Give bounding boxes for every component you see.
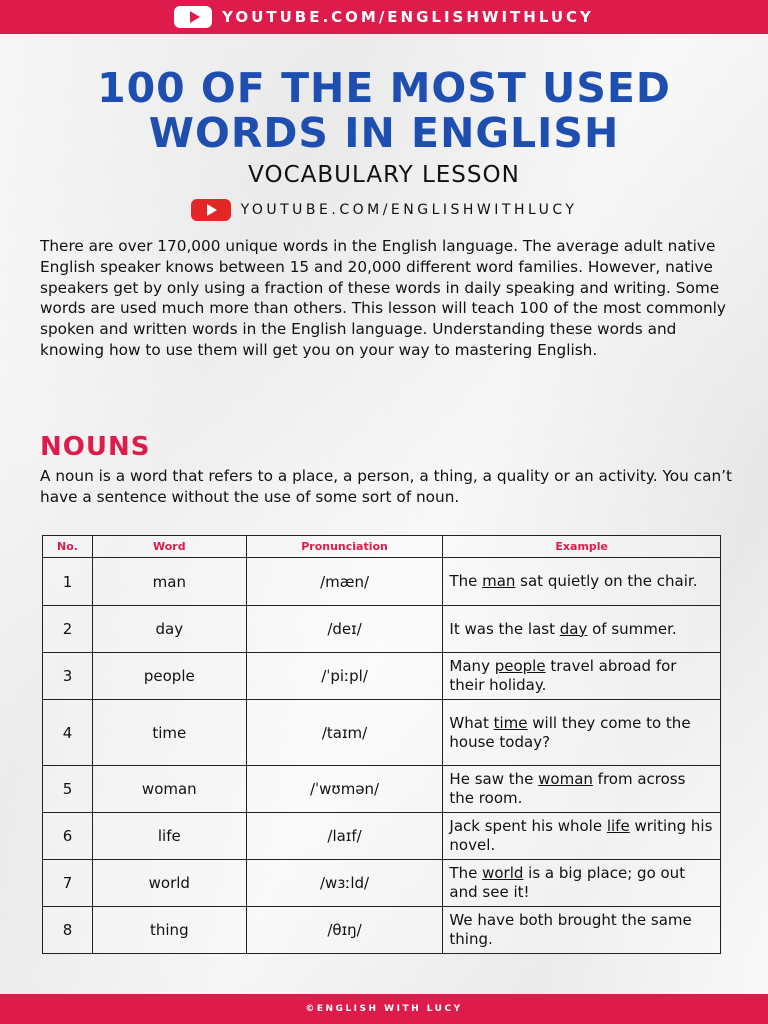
row-example: We have both brought the same thing. xyxy=(443,907,721,954)
table-row xyxy=(43,653,721,700)
subtitle: VOCABULARY LESSON xyxy=(248,162,520,188)
table-row xyxy=(43,813,721,860)
noun-definition: A noun is a word that refers to a place, a person, a thing, a quality or an activity. You can’t have a sentence without the use of some sort of noun. xyxy=(40,467,733,506)
row-pronunciation: /taɪm/ xyxy=(246,700,443,766)
row-pronunciation: /laɪf/ xyxy=(246,813,443,860)
header-no: No. xyxy=(43,536,93,558)
row-no: 5 xyxy=(43,766,93,813)
row-no: 2 xyxy=(43,606,93,653)
channel-link[interactable] xyxy=(0,199,768,221)
youtube-icon xyxy=(191,199,231,221)
row-no: 1 xyxy=(43,558,93,606)
row-word: people xyxy=(92,653,246,700)
row-pronunciation: /deɪ/ xyxy=(246,606,443,653)
row-pronunciation: /ˈwʊmən/ xyxy=(246,766,443,813)
row-example: What time will they come to the house today? xyxy=(443,700,721,766)
nouns-table xyxy=(42,535,721,954)
intro-paragraph: There are over 170,000 unique words in the English language. The average adult native English speaker knows between 15 and 20,000 different word families. However, native speakers get by only using a fraction of these words in daily speaking and writing. Some words are used much more than others. This lesson will teach 100 of the most commonly spoken and written words in the English language. Understanding these words and knowing how to use them will get you on your way to mastering English. xyxy=(40,237,726,359)
table-header-row xyxy=(43,536,721,558)
nouns-heading: NOUNS xyxy=(40,432,151,462)
row-word: day xyxy=(92,606,246,653)
row-example: He saw the woman from across the room. xyxy=(443,766,721,813)
footer-bar xyxy=(0,994,768,1024)
table-row xyxy=(43,766,721,813)
channel-url[interactable]: YOUTUBE.COM/ENGLISHWITHLUCY xyxy=(240,202,578,218)
row-no: 3 xyxy=(43,653,93,700)
title-line-1: 100 OF THE MOST USED xyxy=(97,64,671,112)
row-no: 6 xyxy=(43,813,93,860)
row-word: man xyxy=(92,558,246,606)
row-word: life xyxy=(92,813,246,860)
row-word: woman xyxy=(92,766,246,813)
row-example: The man sat quietly on the chair. xyxy=(443,558,721,606)
header-pronunciation: Pronunciation xyxy=(246,536,443,558)
table-row xyxy=(43,907,721,954)
table-row xyxy=(43,558,721,606)
youtube-icon xyxy=(174,6,212,28)
row-pronunciation: /ˈpiːpl/ xyxy=(246,653,443,700)
row-example: The world is a big place; go out and see it! xyxy=(443,860,721,907)
row-pronunciation: /θɪŋ/ xyxy=(246,907,443,954)
row-word: thing xyxy=(92,907,246,954)
row-example: It was the last day of summer. xyxy=(443,606,721,653)
row-example: Many people travel abroad for their holiday. xyxy=(443,653,721,700)
row-pronunciation: /wɜːld/ xyxy=(246,860,443,907)
row-pronunciation: /mæn/ xyxy=(246,558,443,606)
row-no: 7 xyxy=(43,860,93,907)
page-title xyxy=(0,66,768,156)
row-no: 8 xyxy=(43,907,93,954)
footer-copyright: ©ENGLISH WITH LUCY xyxy=(305,1004,463,1014)
row-word: world xyxy=(92,860,246,907)
table-row xyxy=(43,700,721,766)
header-bar xyxy=(0,0,768,34)
row-example: Jack spent his whole life writing his novel. xyxy=(443,813,721,860)
row-no: 4 xyxy=(43,700,93,766)
header-url[interactable]: YOUTUBE.COM/ENGLISHWITHLUCY xyxy=(222,8,594,26)
header-word: Word xyxy=(92,536,246,558)
title-line-2: WORDS IN ENGLISH xyxy=(148,109,620,157)
header-example: Example xyxy=(443,536,721,558)
table-row xyxy=(43,606,721,653)
table-row xyxy=(43,860,721,907)
row-word: time xyxy=(92,700,246,766)
